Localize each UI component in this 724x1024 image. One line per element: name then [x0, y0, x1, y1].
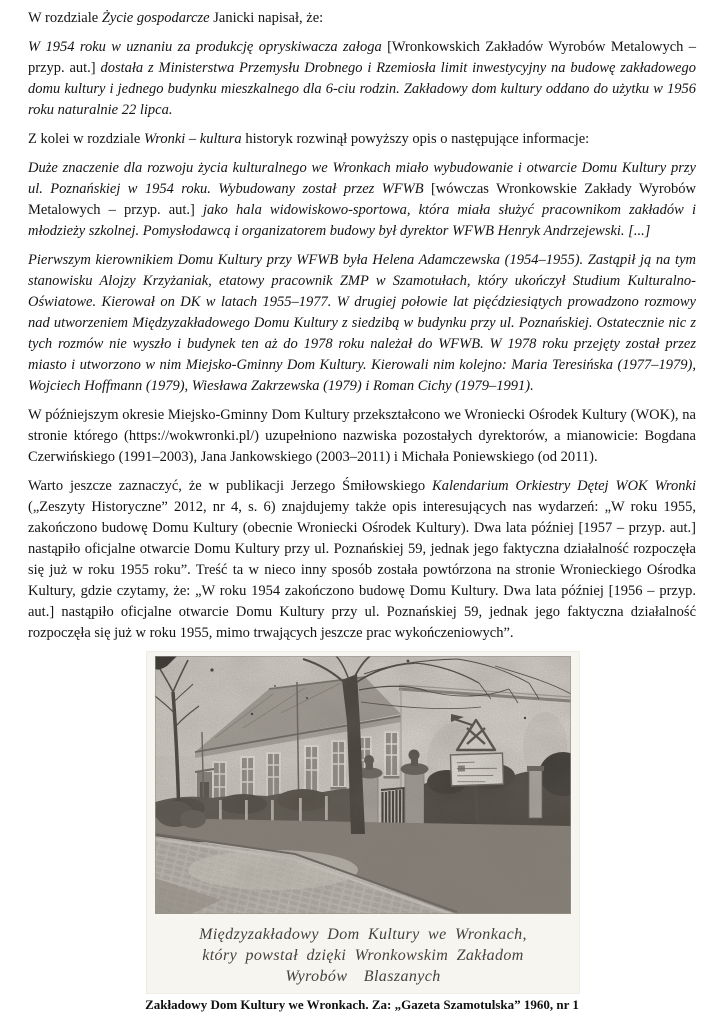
text-segment: [wówczas Wronkowskie Zakłady Wyrobów Metalowych – przyp. aut.]: [28, 181, 696, 218]
text-segment: („Zeszyty Historyczne” 2012, nr 4, s. 6) znajdujemy także opis interesujących nas wydarzeń: „W roku 1955, zakończono budowę Domu Kultury (obecnie Wroniecki Ośrodek Kultury). Dwa lata później [1957 – przyp. aut.] nastąpiło oficjalne otwarcie Domu Kultury przy ul. Poznańskiej 59, jednak jego faktyczna działalność rozpoczęła się już w roku 1955 roku”. Treść ta w nieco inny sposób została powtórzona na stronie Wronieckiego Ośrodka Kultury, gdzie czytamy, że: „W roku 1954 zakończono budowę Domu Kultury. Dwa lata później [1956 – przyp. aut.] nastąpiło oficjalne otwarcie Domu Kultury przy ul. Poznańskiej 59, jednak jego faktyczna działalność rozpoczęła się już w roku 1955, mimo trwających jeszcze prac wykończeniowych”.: [28, 499, 696, 641]
text-segment: Kalendarium Orkiestry Dętej WOK Wronki: [432, 478, 696, 494]
text-segment: Z kolei w rozdziale: [28, 131, 144, 147]
text-segment: historyk rozwinął powyższy opis o następujące informacje:: [241, 131, 590, 147]
paragraph-wok: [28, 405, 696, 468]
archival-photo-illustration: [155, 656, 571, 914]
text-segment: Warto jeszcze zaznaczyć, że w publikacji Jerzego Śmiłowskiego: [28, 478, 433, 494]
archival-photo: [155, 656, 571, 914]
photo-grain: [155, 656, 571, 914]
paragraph-intro-2: [28, 129, 696, 150]
text-segment: Wronki – kultura: [143, 131, 242, 147]
text-segment: [Wronkowskich Zakładów Wyrobów Metalowych – przyp. aut.]: [28, 39, 697, 76]
paragraph-kalendarium: [28, 476, 696, 644]
scan-caption-line: Międzyzakładowy Dom Kultury we Wronkach,: [199, 926, 527, 943]
figure-caption: Zakładowy Dom Kultury we Wronkach. Za: „Gazeta Szamotulska” 1960, nr 1: [145, 997, 579, 1012]
quoted-paragraph-3: [28, 250, 696, 397]
scanned-figure: [147, 652, 579, 993]
text-segment: Duże znaczenie dla rozwoju życia kulturalnego we Wronkach miało wybudowanie i otwarcie Domu Kultury przy ul. Poznańskiej w 1954 roku. Wybudowany został przez WFWB: [28, 160, 696, 197]
text-segment: W rozdziale: [28, 10, 102, 26]
text-segment: W 1954 roku w uznaniu za produkcję opryskiwacza załoga: [28, 39, 382, 55]
text-segment: jako hala widowiskowo-sportowa, która miała służyć pracownikom zakładów i młodzieży szkolnej. Pomysłodawcą i organizatorem budowy był dyrektor WFWB Henryk Andrzejewski. [...]: [28, 202, 696, 239]
scan-caption-line: Wyrobów Blaszanych: [285, 968, 441, 985]
text-segment: Janicki napisał, że:: [209, 10, 324, 26]
scan-caption-line: który powstał dzięki Wronkowskim Zakładom: [202, 947, 524, 964]
text-segment: Życie gospodarcze: [101, 10, 210, 26]
text-segment: Pierwszym kierownikiem Domu Kultury przy WFWB była Helena Adamczewska (1954–1955). Zastąpił ją na tym stanowisku Alojzy Krzyżaniak, etatowy pracownik ZMP w Szamotułach, który ukończył Studium Kulturalno-Oświatowe. Kierował on DK w latach 1955–1977. W drugiej połowie lat pięćdziesiątych prowadzono rozmowy nad utworzeniem Międzyzakładowego Domu Kultury z siedzibą w budynku przy ul. Poznańskiej. Ostatecznie nic z tych rozmów nie wyszło i budynek ten aż do 1978 roku należał do WFWB. W 1978 roku przejęty został przez miasto i utworzono w nim Miejsko-Gminny Dom Kultury. Kierowali nim kolejno: Maria Teresińska (1977–1979), Wojciech Hoffmann (1979), Wiesława Zakrzewska (1979) i Roman Cichy (1979–1991).: [28, 252, 696, 394]
text-segment: dostała z Ministerstwa Przemysłu Drobnego i Rzemiosła limit inwestycyjny na budowę zakładowego domu kultury i jednego budynku mieszkalnego dla 6-ciu rodzin. Zakładowy dom kultury oddano do użytku w 1956 roku naturalnie 22 lipca.: [28, 60, 696, 118]
quoted-paragraph-2: [28, 158, 696, 242]
quoted-paragraph-1: [28, 37, 696, 121]
paragraph-intro-1: [28, 8, 696, 29]
text-segment: W późniejszym okresie Miejsko-Gminny Dom Kultury przekształcono we Wroniecki Ośrodek Kultury (WOK), na stronie którego (https://wokwronki.pl/) uzupełniono nazwiska pozostałych dyrektorów, a mianowicie: Bogdana Czerwińskiego (1991–2003), Jana Jankowskiego (2003–2011) i Michała Poniewskiego (od 2011).: [28, 407, 696, 465]
scan-caption: [155, 914, 571, 987]
